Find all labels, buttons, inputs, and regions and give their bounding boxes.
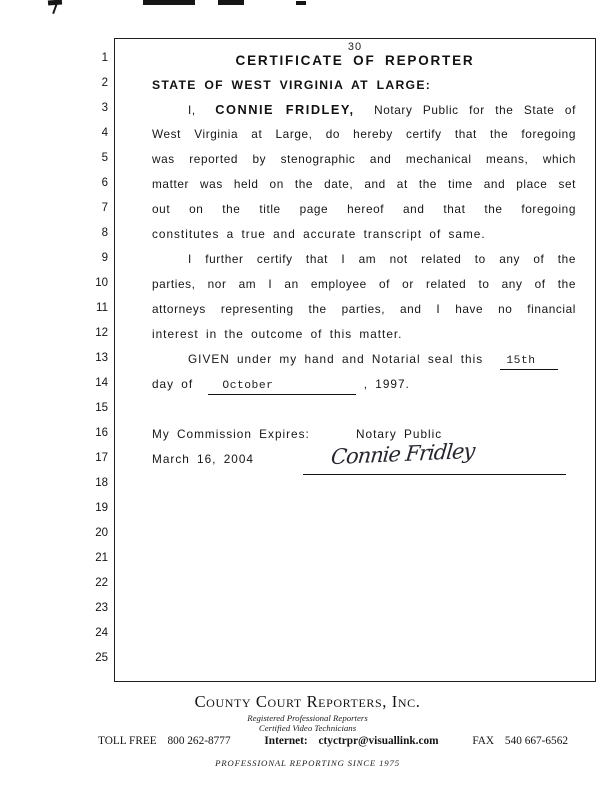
line-number: 14 (95, 377, 108, 389)
company-tagline-1: Registered Professional Reporters (247, 713, 368, 723)
line-number: 23 (95, 602, 108, 614)
transcript-line-12: interest in the outcome of this matter. (152, 327, 403, 341)
company-name: County Court Reporters, Inc. (194, 692, 421, 711)
internet-address: ctyctrpr@visuallink.com (318, 735, 439, 747)
line-number: 19 (95, 502, 108, 514)
notary-signature: Connie Fridley (329, 438, 476, 470)
line-number: 7 (101, 202, 108, 214)
transcript-line-14 (152, 377, 576, 395)
toll-free-contact (98, 735, 231, 747)
transcript-line-8: constitutes a true and accurate transcript of same. (152, 227, 486, 241)
notary-public-label: Notary Public (356, 427, 443, 441)
transcript-line-10: parties, nor am I an employee of or related to any of the (152, 277, 576, 291)
certificate-title: CERTIFICATE OF REPORTER (235, 53, 475, 68)
transcript-line-9: I further certify that I am not related to any of the (188, 252, 576, 266)
line-number: 3 (101, 102, 108, 114)
transcript-line-7: out on the title page hereof and that the foregoing (152, 202, 576, 216)
company-tagline-2: Certified Video Technicians (258, 723, 357, 733)
seal-month-blank: October (208, 379, 356, 395)
line-number: 4 (101, 127, 108, 139)
line-number: 2 (101, 77, 108, 89)
line-number: 24 (95, 627, 108, 639)
page-number: 30 (347, 41, 363, 53)
commission-expires-label: My Commission Expires: (152, 427, 310, 441)
line-number: 11 (96, 302, 108, 314)
contact-row (98, 735, 568, 747)
line-number: 5 (101, 152, 108, 164)
line-number: 22 (95, 577, 108, 589)
fax-number: 540 667-6562 (504, 735, 568, 747)
line-number: 10 (95, 277, 108, 289)
fax-contact (472, 735, 568, 747)
toll-free-number: 800 262-8777 (167, 735, 231, 747)
line-number: 25 (95, 652, 108, 664)
line-number: 20 (95, 527, 108, 539)
commission-date: March 16, 2004 (152, 452, 254, 466)
seal-day-blank: 15th (500, 354, 558, 370)
line3-post: Notary Public for the State of (374, 103, 576, 117)
line14-pre: day of (152, 377, 194, 391)
line-number: 21 (95, 552, 108, 564)
transcript-line-16 (152, 427, 576, 441)
transcript-line-11: attorneys representing the parties, and I have no financial (152, 302, 576, 316)
line-number: 17 (95, 452, 108, 464)
line-number: 16 (95, 427, 108, 439)
reporter-name: CONNIE FRIDLEY, (215, 102, 355, 117)
fax-label: FAX (472, 735, 495, 747)
line-number: 6 (101, 177, 108, 189)
scan-artifact (296, 1, 306, 5)
company-motto: PROFESSIONAL REPORTING SINCE 1975 (215, 758, 400, 768)
internet-contact (264, 735, 438, 747)
line-number: 9 (101, 252, 108, 264)
transcript-line-5: was reported by stenographic and mechanical means, which (152, 152, 576, 166)
transcript-line-13 (152, 352, 576, 370)
line-number: 18 (95, 477, 108, 489)
line3-pre: I, (188, 103, 196, 117)
toll-free-label: TOLL FREE (98, 735, 157, 747)
line-number: 8 (101, 227, 108, 239)
state-line: STATE OF WEST VIRGINIA AT LARGE: (152, 78, 432, 92)
transcript-line-4: West Virginia at Large, do hereby certify that the foregoing (152, 127, 576, 141)
signature-line (303, 438, 566, 475)
line14-post: , 1997. (363, 377, 410, 391)
internet-label: Internet: (264, 735, 308, 747)
line-number: 13 (95, 352, 108, 364)
line-number: 15 (95, 402, 108, 414)
transcript-line-3 (152, 102, 576, 119)
line-number: 12 (95, 327, 108, 339)
transcript-line-6: matter was held on the date, and at the time and place set (152, 177, 576, 191)
scan-artifact (143, 0, 195, 5)
scan-artifact (218, 0, 244, 5)
line13-text: GIVEN under my hand and Notarial seal this (188, 352, 484, 366)
line-number: 1 (101, 52, 108, 64)
